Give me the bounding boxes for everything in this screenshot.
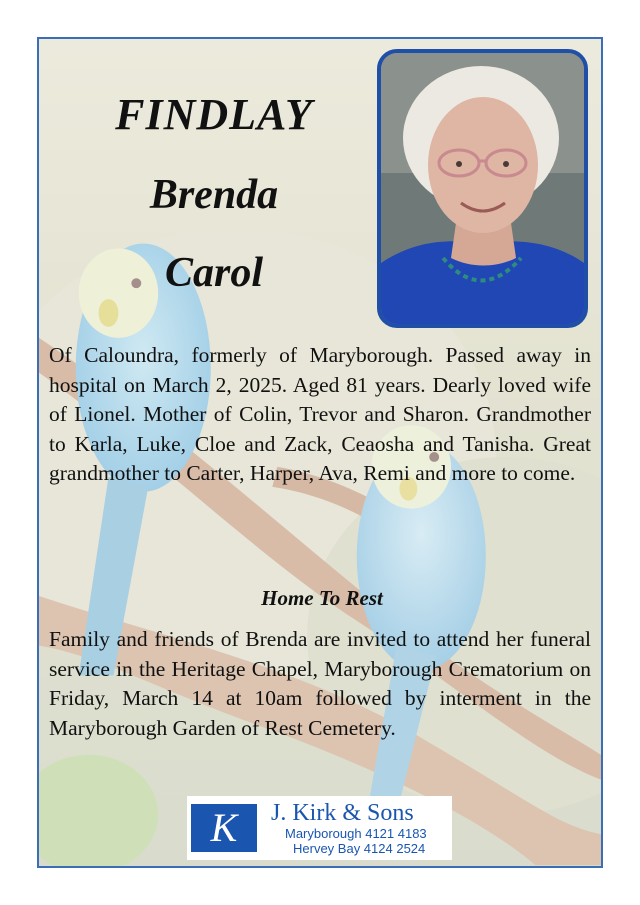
home-to-rest-heading: Home To Rest bbox=[261, 586, 383, 610]
portrait-photo-icon bbox=[381, 53, 584, 324]
funeral-director-name: J. Kirk & Sons bbox=[271, 800, 414, 826]
surname-heading: FINDLAY bbox=[115, 90, 313, 139]
maryborough-phone: Maryborough 4121 4183 bbox=[285, 826, 427, 841]
death-notice-paragraph: Of Caloundra, formerly of Maryborough. Passed away in hospital on March 2, 2025. Aged 81 years. Dearly loved wife of Lionel. Mother of Colin, Trevor and Sharon. Grandmother to Karla, Luke, Cloe and Zack, Ceaosha and Tanisha. Great grandmother to Carter, Harper, Ava, Remi and more to come. bbox=[49, 343, 591, 486]
notice-frame bbox=[37, 37, 603, 868]
given-name-first: Brenda bbox=[149, 172, 279, 218]
portrait-photo bbox=[377, 49, 588, 328]
funeral-director-logo bbox=[187, 796, 452, 860]
hervey-bay-phone: Hervey Bay 4124 2524 bbox=[293, 841, 426, 856]
given-name-second: Carol bbox=[164, 250, 264, 296]
logo-mark-letter: K bbox=[210, 805, 238, 850]
kirk-logo-mark-icon bbox=[191, 804, 257, 852]
funeral-details-paragraph: Family and friends of Brenda are invited to attend her funeral service in the Heritage Chapel, Maryborough Crematorium on Friday, March 14 at 10am followed by interment in the Maryborough Garden of Rest Cemetery. bbox=[49, 627, 591, 740]
logo-text-block bbox=[271, 800, 427, 856]
